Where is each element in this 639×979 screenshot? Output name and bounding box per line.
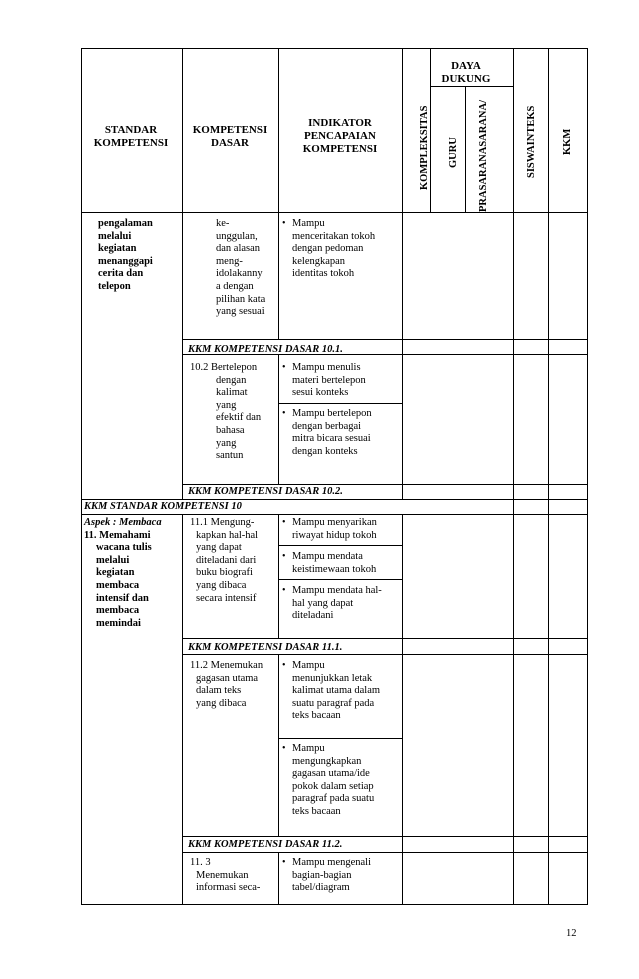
grid-line — [182, 638, 588, 639]
kkm-row-label: KKM KOMPETENSI DASAR 11.2. — [188, 839, 343, 850]
header-daya-dukung: DAYA DUKUNG — [441, 60, 491, 85]
grid-line — [182, 852, 588, 853]
grid-line — [278, 514, 279, 639]
bullet-icon: • — [282, 857, 286, 868]
indikator-item: Mampu bertelepon dengan berbagai mitra bicara sesuai dengan konteks — [292, 408, 372, 457]
kd-11-1: 11.1 Mengung- kapkan hal-hal yang dapat diteladani dari buku biografi yang dibaca secara intensif — [190, 517, 259, 604]
header-prasarana: PRASARANASARANA/ — [478, 99, 489, 212]
kkm-row-label: KKM KOMPETENSI DASAR 10.2. — [188, 486, 343, 497]
kd-continuation: ke- unggulan, dan alasan meng- idolakanny a dengan pilihan kata yang sesuai — [216, 218, 266, 318]
header-guru: GURU — [448, 137, 459, 168]
indikator-item: Mampu mendata keistimewaan tokoh — [292, 551, 377, 575]
grid-line — [402, 48, 403, 500]
grid-line — [182, 339, 588, 340]
bullet-icon: • — [282, 517, 286, 528]
kd-10-2: 10.2 Bertelepon dengan kalimat yang efektif dan bahasa yang santun — [190, 362, 262, 462]
header-indikator: INDIKATOR PENCAPAIAN KOMPETENSI — [302, 117, 378, 155]
grid-line — [81, 48, 82, 905]
header-kompleksitas: KOMPLEKSITAS — [419, 105, 430, 190]
kkm-row-label: KKM KOMPETENSI DASAR 10.1. — [188, 344, 343, 355]
bullet-icon: • — [282, 660, 286, 671]
grid-line — [278, 579, 403, 580]
bullet-icon: • — [282, 408, 286, 419]
header-kompetensi-dasar: KOMPETENSI DASAR — [192, 124, 268, 149]
grid-line — [513, 48, 514, 905]
indikator-item: Mampu mengenali bagian-bagian tabel/diagram — [292, 857, 372, 894]
grid-line — [548, 48, 549, 905]
kd-11-2: 11.2 Menemukan gagasan utama dalam teks yang dibaca — [190, 660, 264, 709]
grid-line — [278, 354, 279, 485]
bullet-icon: • — [282, 551, 286, 562]
grid-line — [278, 738, 403, 739]
grid-line — [278, 403, 403, 404]
indikator-item: Mampu menceritakan tokoh dengan pedoman kelengkapan identitas tokoh — [292, 218, 376, 280]
indikator-item: Mampu menyarikan riwayat hidup tokoh — [292, 517, 377, 541]
bullet-icon: • — [282, 362, 286, 373]
grid-line — [587, 48, 588, 905]
grid-line — [278, 48, 279, 340]
bullet-icon: • — [282, 218, 286, 229]
grid-line — [465, 86, 466, 213]
grid-line — [81, 48, 588, 49]
grid-line — [182, 48, 183, 500]
header-standar-kompetensi: STANDAR KOMPETENSI — [93, 124, 169, 149]
grid-line — [430, 86, 514, 87]
indikator-item: Mampu menulis materi bertelepon sesui konteks — [292, 362, 366, 399]
header-kkm: KKM — [562, 128, 573, 155]
grid-line — [278, 852, 279, 905]
grid-line — [402, 514, 403, 905]
kkm-standar-label: KKM STANDAR KOMPETENSI 10 — [84, 501, 242, 512]
grid-line — [278, 654, 279, 837]
grid-line — [182, 212, 588, 213]
sk-continuation: pengalaman melalui kegiatan menanggapi cerita dan telepon — [98, 218, 153, 292]
grid-line — [182, 499, 588, 500]
grid-line — [182, 514, 588, 515]
kkm-row-label: KKM KOMPETENSI DASAR 11.1. — [188, 642, 343, 653]
header-siswainteks: SISWAINTEKS — [526, 105, 537, 178]
grid-line — [182, 836, 588, 837]
bullet-icon: • — [282, 743, 286, 754]
grid-line — [278, 545, 403, 546]
grid-line — [182, 514, 183, 905]
grid-line — [81, 904, 588, 905]
kd-11-3: 11. 3 Menemukan informasi seca- — [190, 857, 261, 894]
bullet-icon: • — [282, 585, 286, 596]
indikator-item: Mampu menunjukkan letak kalimat utama dalam suatu paragraf pada teks bacaan — [292, 660, 381, 722]
indikator-item: Mampu mendata hal- hal yang dapat diteladani — [292, 585, 382, 622]
indikator-item: Mampu mengungkapkan gagasan utama/ide pokok dalam setiap paragraf pada suatu teks bacaan — [292, 743, 375, 817]
grid-line — [182, 484, 588, 485]
sk-11: Aspek : Membaca 11. Memahami wacana tulis melalui kegiatan membaca intensif dan membaca memindai — [84, 517, 162, 629]
page-number: 12 — [566, 928, 577, 939]
